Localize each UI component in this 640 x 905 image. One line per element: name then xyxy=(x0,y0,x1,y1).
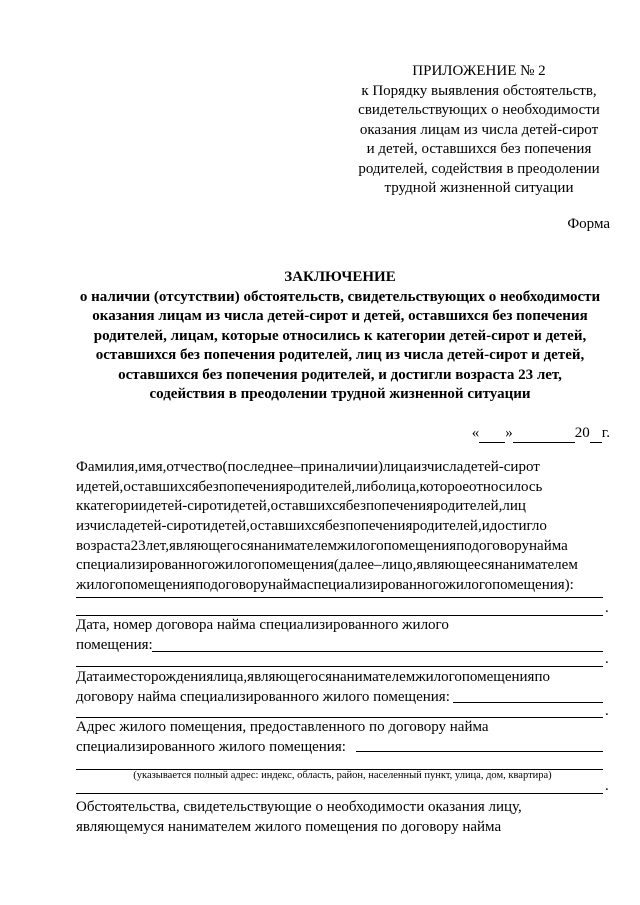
word: при xyxy=(300,459,325,475)
word: нанимателем xyxy=(167,818,252,835)
word: детей, xyxy=(210,518,250,535)
word: лет, xyxy=(145,537,169,554)
circumstances-field xyxy=(76,798,609,837)
word: жилого xyxy=(254,818,302,835)
word: по xyxy=(456,537,472,554)
word: договору xyxy=(210,577,269,594)
line-end-dot: . xyxy=(605,703,609,719)
word: о xyxy=(315,799,323,815)
word: жилого xyxy=(214,557,262,574)
word: Дата, xyxy=(76,617,110,633)
word: и xyxy=(223,498,232,515)
word: договору xyxy=(471,537,530,554)
word: специализированного xyxy=(306,577,446,594)
word: лица, xyxy=(385,478,420,495)
paragraph-line xyxy=(76,576,609,596)
address-label-line-2: специализированного жилого помещения: xyxy=(76,738,346,755)
word: (далее xyxy=(333,557,375,574)
year-prefix: 20 xyxy=(574,425,590,441)
address-blank-3[interactable] xyxy=(76,793,603,794)
word: возраста xyxy=(76,537,131,554)
line-end-dot: . xyxy=(605,651,609,667)
word: жилого xyxy=(337,537,384,554)
date-field[interactable] xyxy=(472,425,610,443)
document-title-block xyxy=(40,268,640,405)
word: нанимателем xyxy=(494,557,578,574)
contract-label-line xyxy=(76,616,609,636)
line-end-dot: . xyxy=(605,778,609,794)
word: найма xyxy=(449,719,489,735)
word: родителей, xyxy=(285,478,356,495)
contract-label-line-2: помещения: xyxy=(76,636,153,653)
word: лицо, xyxy=(381,557,417,574)
word: лиц xyxy=(502,498,526,515)
contract-field xyxy=(76,616,609,655)
word: номер xyxy=(113,617,153,633)
word: являющемуся xyxy=(76,818,165,835)
word: без xyxy=(325,518,346,535)
word: специализированного xyxy=(259,617,399,633)
contract-blank[interactable] xyxy=(152,651,603,652)
word: и xyxy=(105,669,114,685)
word: Фамилия, xyxy=(76,459,139,475)
word: оставшихся xyxy=(249,518,326,535)
word: рождения xyxy=(150,669,214,685)
day-blank[interactable] xyxy=(479,425,505,443)
word: оказания xyxy=(427,799,485,815)
appendix-line: трудной жизненной ситуации xyxy=(384,180,574,196)
word: помещения, xyxy=(169,719,247,735)
appendix-line: и детей, оставшихся без попечения xyxy=(366,141,592,157)
word: помещения xyxy=(122,577,196,594)
word: относилось xyxy=(469,478,543,495)
date-close-quote: » xyxy=(505,425,513,441)
paragraph-line xyxy=(76,458,609,478)
word: Обстоятельства, xyxy=(76,799,180,815)
address-label-line xyxy=(76,718,609,738)
word: договору xyxy=(388,719,447,735)
subtitle-line: оставшихся без попечения родителей, и достигли возраста 23 лет, xyxy=(118,366,562,383)
paragraph-line xyxy=(76,537,609,557)
subtitle-line: о наличии (отсутствии) обстоятельств, свидетельствующих о необходимости xyxy=(79,288,601,305)
word: достигло xyxy=(489,518,547,535)
circumstances-label-line xyxy=(76,798,609,818)
word: по xyxy=(534,669,550,685)
word: либо xyxy=(355,478,386,495)
appendix-line: свидетельствующих о необходимости xyxy=(358,102,600,118)
word: попечения xyxy=(345,518,413,535)
word: найма xyxy=(462,818,502,835)
word: – xyxy=(374,557,382,574)
word: жилого xyxy=(76,577,123,594)
word: родителей, xyxy=(412,518,482,535)
paragraph-line xyxy=(76,478,609,498)
word: (последнее xyxy=(222,459,293,475)
word: договору xyxy=(400,818,459,835)
word: договора xyxy=(156,617,214,633)
document-title: ЗАКЛЮЧЕНИЕ xyxy=(284,269,396,285)
word: Адрес xyxy=(76,719,116,735)
word: и xyxy=(481,518,490,535)
word: специализированного xyxy=(76,557,215,574)
word: и xyxy=(202,518,211,535)
paragraph-line xyxy=(76,497,609,517)
appendix-line: родителей, содействия в преодолении xyxy=(358,160,600,177)
date-open-quote: « xyxy=(471,425,480,441)
word: числа xyxy=(89,518,127,535)
word: из xyxy=(413,459,427,475)
person-name-paragraph xyxy=(76,458,609,596)
circumstances-label-line-2 xyxy=(76,818,609,838)
word: родителей, xyxy=(433,498,503,515)
word: лица xyxy=(383,459,414,475)
month-blank[interactable] xyxy=(513,425,575,443)
birth-label-line-2: договору найма специализированного жилого помещения: xyxy=(76,688,450,705)
contract-blank-2[interactable] xyxy=(76,666,603,667)
word: жилого xyxy=(415,669,462,685)
word: попечения xyxy=(366,498,433,515)
word: нанимателем xyxy=(331,669,416,685)
word: помещения xyxy=(461,669,535,685)
year-suffix: г. xyxy=(601,425,610,441)
word: к xyxy=(76,498,84,515)
word: 23 xyxy=(130,537,146,554)
word: детей, xyxy=(84,478,124,495)
word: по xyxy=(369,719,385,735)
word: детей-сирот xyxy=(126,518,203,535)
word: являющегося xyxy=(247,669,332,685)
appendix-line: к Порядку выявления обстоятельств, xyxy=(361,82,597,99)
word: предоставленного xyxy=(249,719,366,735)
word: нанимателем xyxy=(253,537,337,554)
subtitle-line: оказания лицам из числа детей-сирот и детей, оставшихся без попечения xyxy=(92,308,588,324)
subtitle-line: родителей, лицам, которые относились к категории детей-сирот и детей, xyxy=(93,327,587,344)
line-end-dot: . xyxy=(605,600,609,616)
word: найма xyxy=(529,537,568,554)
word: лица, xyxy=(213,669,248,685)
word: являющегося xyxy=(168,537,254,554)
word: без xyxy=(345,498,366,515)
word: без xyxy=(198,478,219,495)
word: жилого xyxy=(445,577,493,594)
word: оставшихся xyxy=(123,478,199,495)
word: категории xyxy=(83,498,147,515)
word: лицу, xyxy=(488,799,522,815)
paragraph-line xyxy=(76,556,609,576)
word: детей-сирот xyxy=(463,459,540,475)
birth-blank[interactable] xyxy=(453,702,603,703)
name-blank-line-1[interactable] xyxy=(76,597,603,598)
word: свидетельствующие xyxy=(183,799,312,815)
word: из xyxy=(76,518,90,535)
word: имя, xyxy=(138,459,167,475)
form-label: Форма xyxy=(567,216,610,232)
word: по xyxy=(381,818,398,835)
word: детей, xyxy=(231,498,271,515)
word: – xyxy=(293,459,301,475)
word: необходимости xyxy=(326,799,425,815)
word: детей-сирот xyxy=(146,498,224,515)
word: и xyxy=(76,478,85,495)
word: являющееся xyxy=(416,557,495,574)
birth-label-line xyxy=(76,668,609,688)
subtitle-line: оставшихся без попечения родителей, лиц из числа детей-сирот и детей, xyxy=(95,347,585,363)
word: помещения): xyxy=(492,577,574,594)
word: числа xyxy=(426,459,464,475)
appendix-header xyxy=(320,62,638,199)
word: жилого xyxy=(402,617,449,633)
year-blank[interactable] xyxy=(590,425,602,443)
word: помещения xyxy=(305,818,378,835)
word: отчество xyxy=(166,459,223,475)
word: жилого xyxy=(119,719,167,735)
paragraph-line xyxy=(76,517,609,537)
address-hint: (указывается полный адрес: индекс, область, район, населенный пункт, улица, дом, квартира) xyxy=(133,770,552,781)
subtitle-line: содействия в преодолении трудной жизненной ситуации xyxy=(149,386,531,402)
address-blank[interactable] xyxy=(356,751,603,752)
word: оставшихся xyxy=(270,498,346,515)
word: найма xyxy=(268,577,307,594)
word: которое xyxy=(419,478,470,495)
word: Дата xyxy=(76,669,106,685)
word: помещения xyxy=(383,537,457,554)
word: по xyxy=(195,577,211,594)
appendix-line: оказания лицам из числа детей-сирот xyxy=(359,121,599,138)
word: найма xyxy=(216,617,256,633)
word: место xyxy=(113,669,151,685)
appendix-line: ПРИЛОЖЕНИЕ № 2 xyxy=(412,63,546,79)
word: наличии) xyxy=(324,459,383,475)
word: попечения xyxy=(218,478,286,495)
word: помещения xyxy=(261,557,334,574)
